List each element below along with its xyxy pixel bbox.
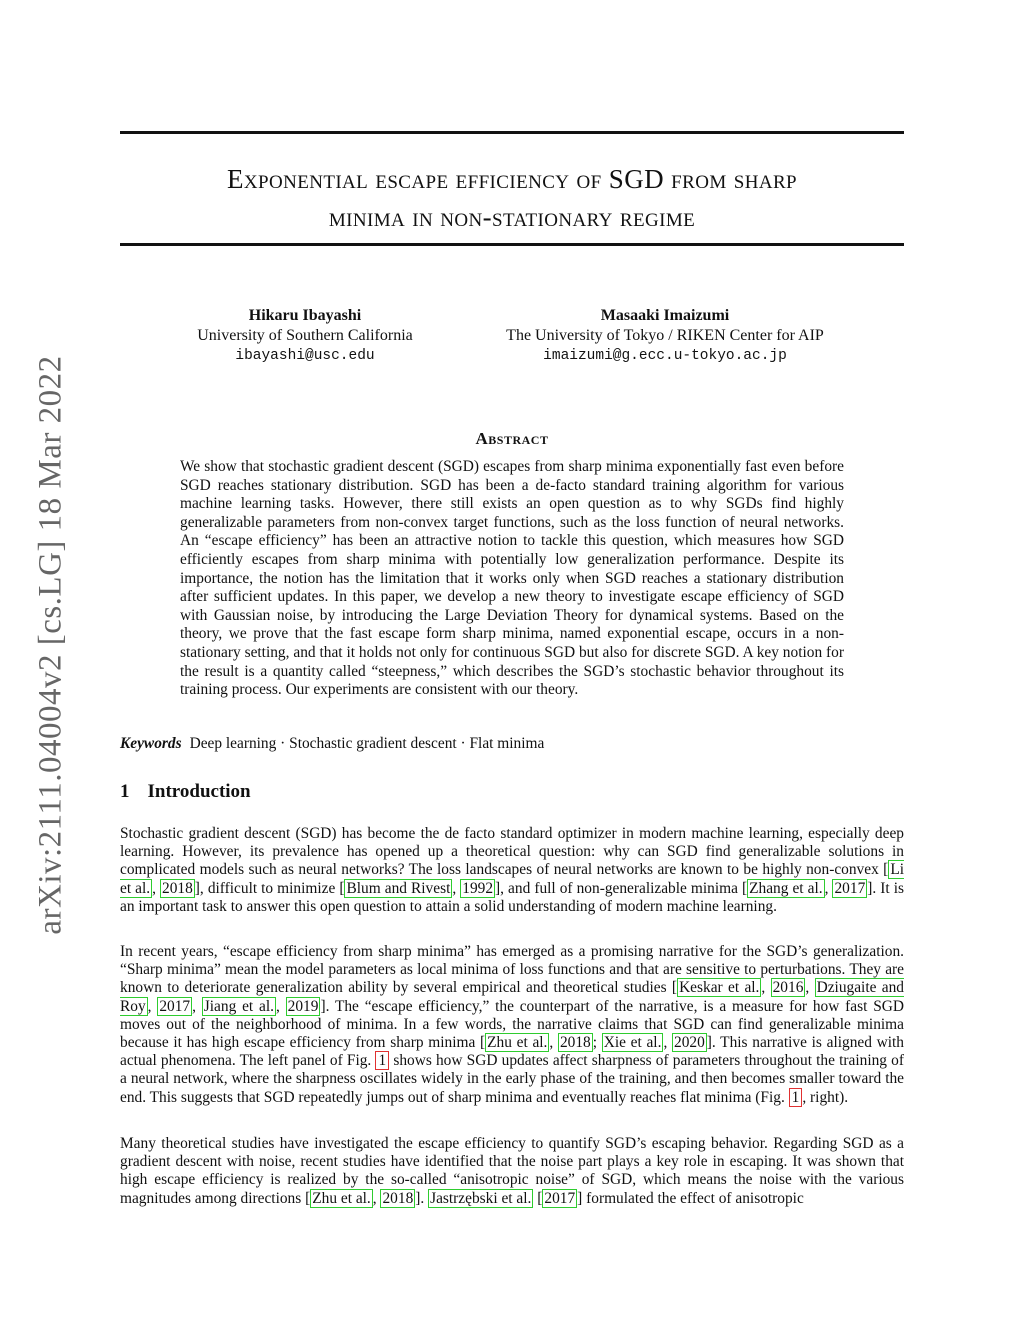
citation-link[interactable]: 2017	[834, 879, 866, 897]
citation-link[interactable]: Xie et al.	[603, 1034, 662, 1052]
abstract-heading: Abstract	[475, 429, 549, 448]
arxiv-identifier: arXiv:2111.04004v2 [cs.LG] 18 Mar 2022	[32, 355, 69, 935]
citation-link[interactable]: Dziugaite and Roy	[120, 979, 904, 1015]
citation-link[interactable]: 2017	[544, 1189, 576, 1207]
citation-link[interactable]: 2019	[287, 997, 319, 1015]
intro-paragraph-3: Many theoretical studies have investigated the escape efficiency to quantify SGD’s escaping behavior. Regarding SGD as a gradient descent with noise, recent studies have identified that the noise part plays a key role in escaping. It was shown that high escape efficiency is realized by the so-called “anisotropic noise” of SGD, which means the noise with the various magnitudes among directions [ Zhu et al. , 2018 ]. Jastrzębski et al. [ 2017 ] formulated the effect of anisotropic	[120, 1135, 904, 1207]
text-run: , right).	[802, 1088, 849, 1106]
text-run: ]. This narrative is aligned with actual phenomena. The left panel of Fig.	[120, 1034, 904, 1070]
author-name: Masaaki Imaizumi	[600, 307, 730, 324]
paper-title	[120, 160, 904, 236]
author-block-1	[160, 306, 450, 366]
figure-reference-link[interactable]: 1	[375, 1051, 389, 1070]
text-run: Many theoretical studies have investigated the escape efficiency to quantify SGD’s escaping behavior. Regarding SGD as a gradient descent with noise, recent studies have identified that the noise part plays a key role in escaping. It was shown that high escape efficiency is realized by the so-called “anisotropic noise” of SGD, which means the noise with the various magnitudes among directions [	[120, 1135, 904, 1207]
citation-link[interactable]: 2018	[162, 879, 193, 897]
abstract-text: We show that stochastic gradient descent (SGD) escapes from sharp minima exponentially fast even before SGD reaches stationary distribution. SGD has been a de-facto standard training algorithm for various machine learning tasks. However, there still exists an open question as to why SGDs find highly generalizable parameters from non-convex target functions, such as the loss function of neural networks. An “escape efficiency” has been an attractive notion to tackle this question, which measures how SGD efficiently escapes from sharp minima with potentially low generalization performance. Despite its importance, the notion has the limitation that it works only when SGD reaches a stationary distribution after sufficient updates. In this paper, we develop a new theory to investigate escape efficiency of SGD with Gaussian noise, by introducing the Large Deviation Theory for dynamical systems. Based on the theory, we prove that the fast escape form sharp minima, named exponential escape, occurs in a non-stationary setting, and that it holds not only for continuous SGD but also for discrete SGD. A key notion for the result is a quantity called “steepness,” which describes the SGD’s stochastic behavior throughout its training process. Our experiments are consistent with our theory.	[180, 458, 844, 699]
intro-paragraph-2: In recent years, “escape efficiency from sharp minima” has emerged as a promising narrative for the SGD’s generalization. “Sharp minima” mean the model parameters as local minima of loss functions and that are sensitive to perturbations. They are known to deteriorate generalization ability by several empirical and theoretical studies [ Keskar et al. , 2016 , Dziugaite and Roy , 2017 , Jiang et al. , 2019 ]. The “escape efficiency,” the counterpart of the narrative, is a measure for how fast SGD moves out of the neighborhood of minima. In a few words, the narrative claims that SGD can find generalizable minima because it has high escape efficiency from sharp minima [ Zhu et al. , 2018 ; Xie et al. , 2020 ]. This narrative is aligned with actual phenomena. The left panel of Fig. 1 shows how SGD updates affect sharpness of parameters throughout the training of a neural network, where the sharpness oscillates widely in the early phase of the training, and then becomes smaller toward the end. This suggests that SGD repeatedly jumps out of sharp minima and eventually reaches flat minima (Fig. 1 , right).	[120, 943, 904, 1106]
citation-link[interactable]: Jiang et al.	[203, 997, 274, 1015]
citation-link[interactable]: Li et al.	[120, 861, 904, 897]
title-bottom-rule	[120, 243, 904, 246]
text-run: shows how SGD updates affect sharpness of parameters throughout the training of a neural network, where the sharpness oscillates widely in the early phase of the training, and then becomes smaller toward the end. This suggests that SGD repeatedly jumps out of sharp minima and eventually reaches flat minima (Fig.	[120, 1052, 904, 1106]
title-line-1: Exponential escape efficiency of SGD from sharp	[226, 164, 798, 194]
citation-link[interactable]: 2020	[674, 1034, 705, 1052]
text-run: ].	[415, 1189, 429, 1207]
citation-link[interactable]: Zhang et al.	[749, 879, 823, 897]
citation-link[interactable]: 2018	[559, 1034, 591, 1052]
keywords-label: Keywords	[120, 735, 182, 752]
citation-link[interactable]: 1992	[462, 879, 494, 897]
text-run: In recent years, “escape efficiency from sharp minima” has emerged as a promising narrative for the SGD’s generalization. “Sharp minima” mean the model parameters as local minima of loss functions and that are sensitive to perturbations. They are known to deteriorate generalization ability by several empirical and theoretical studies [	[120, 943, 904, 997]
intro-paragraph-1: Stochastic gradient descent (SGD) has become the de facto standard optimizer in modern machine learning, especially deep learning. However, its prevalence has opened up a theoretical question: why can SGD find generalizable solutions in complicated models such as neural networks? The loss landscapes of neural networks are known to be highly non-convex [ Li et al. , 2018 ], difficult to minimize [ Blum and Rivest , 1992 ], and full of non-generalizable minima [ Zhang et al. , 2017 ]. It is an important task to answer this open question to attain a solid understanding of modern machine learning.	[120, 825, 904, 915]
title-line-2: minima in non-stationary regime	[328, 202, 696, 232]
citation-link[interactable]: Blum and Rivest	[346, 879, 451, 897]
text-run: ], and full of non-generalizable minima [	[495, 879, 748, 897]
arxiv-sidebar	[28, 350, 74, 940]
keywords-text: Deep learning · Stochastic gradient descent · Flat minima	[189, 735, 545, 752]
author-email[interactable]: imaizumi@g.ecc.u-tokyo.ac.jp	[543, 348, 787, 364]
citation-link[interactable]: Keskar et al.	[679, 979, 760, 997]
text-run: Stochastic gradient descent (SGD) has become the de facto standard optimizer in modern machine learning, especially deep learning. However, its prevalence has opened up a theoretical question: why can SGD find generalizable solutions in complicated models such as neural networks? The loss landscapes of neural networks are known to be highly non-convex [	[120, 825, 904, 879]
text-run: ], difficult to minimize [	[194, 879, 345, 897]
keywords-line	[120, 735, 544, 753]
citation-link[interactable]: 2018	[382, 1189, 414, 1207]
text-run: ] formulated the effect of anisotropic	[577, 1189, 804, 1207]
title-top-rule	[120, 131, 904, 134]
citation-link[interactable]: 2016	[772, 979, 804, 997]
section-title: Introduction	[147, 781, 251, 802]
citation-link[interactable]: Zhu et al.	[312, 1189, 371, 1207]
section-number: 1	[120, 781, 130, 802]
author-email[interactable]: ibayashi@usc.edu	[235, 348, 375, 364]
author-affiliation: University of Southern California	[197, 327, 413, 344]
citation-link[interactable]: 2017	[159, 997, 191, 1015]
author-block-2	[470, 306, 860, 366]
text-run: ]. The “escape efficiency,” the counterpart of the narrative, is a measure for how fast SGD moves out of the neighborhood of minima. In a few words, the narrative claims that SGD can find generalizable minima because it has high escape efficiency from sharp minima [	[120, 997, 904, 1052]
figure-reference-link[interactable]: 1	[789, 1088, 803, 1107]
author-affiliation: The University of Tokyo / RIKEN Center for AIP	[506, 327, 824, 344]
citation-link[interactable]: Jastrzębski et al.	[430, 1189, 532, 1207]
text-run: [	[533, 1189, 543, 1207]
text-run: ]. It is an important task to answer this open question to attain a solid understanding of modern machine learning.	[120, 879, 904, 915]
citation-link[interactable]: Zhu et al.	[487, 1034, 548, 1052]
section-heading-introduction	[120, 781, 251, 803]
author-name: Hikaru Ibayashi	[248, 307, 362, 324]
